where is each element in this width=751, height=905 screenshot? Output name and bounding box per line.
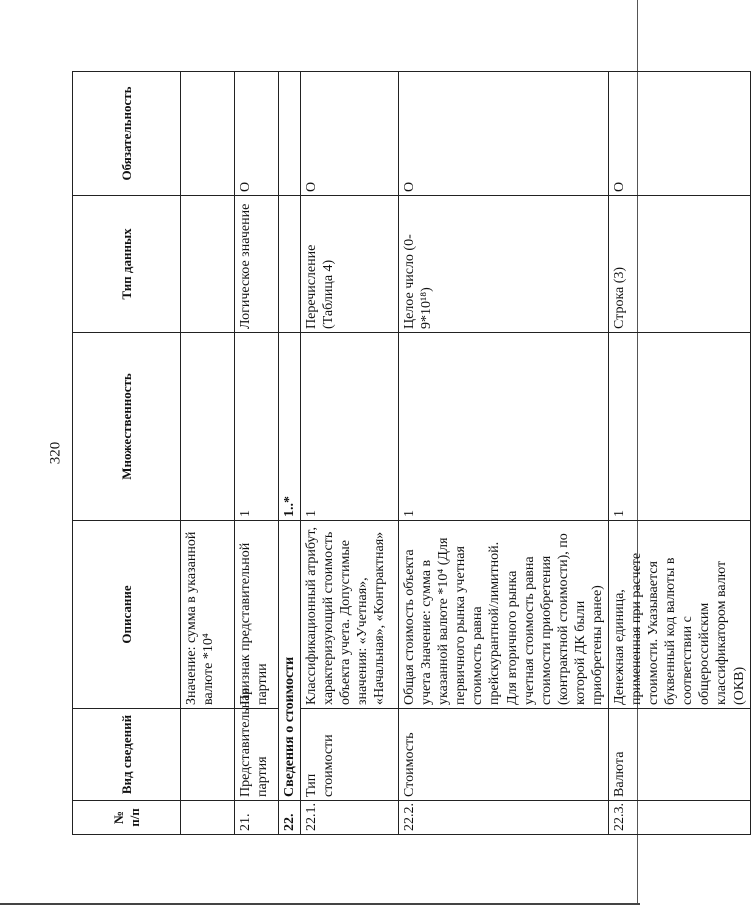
table-section-row	[279, 72, 301, 835]
table-row	[399, 72, 609, 835]
table-row	[301, 72, 399, 835]
header-kind: Вид сведений	[73, 709, 181, 801]
cell-mult: 1..*	[279, 333, 301, 521]
cell-desc: Общая стоимость объекта учета Значение: сумма в указанной валюте *10⁴ (Для первичного рынка учетная стоимость равна прейскурантной/лимитной. Для вторичного рынка учетная стоимость равна стоимости приобретения (контрактной стоимости), по которой ДК были приобретены ранее)	[399, 521, 609, 709]
section-title: Сведения о стоимости	[279, 521, 301, 801]
cell-kind	[181, 709, 235, 801]
cell-desc: Денежная единица, примененная при расчете стоимости. Указывается буквенный код валюты в соответствии с общероссийским классификатором валют (ОКВ)	[609, 521, 751, 709]
header-desc: Описание	[73, 521, 181, 709]
cell-num: 22.2.	[399, 801, 609, 835]
cell-type	[279, 196, 301, 333]
cell-type: Логическое значение	[235, 196, 279, 333]
cell-mult: 1	[399, 333, 609, 521]
cell-type	[181, 196, 235, 333]
cell-mult: 1	[235, 333, 279, 521]
cell-desc: Классификационный атрибут, характеризующий стоимость объекта учета. Допустимые значения: «Учетная», «Начальная», «Контрактная»	[301, 521, 399, 709]
cell-kind: Валюта	[609, 709, 751, 801]
cell-mult	[181, 333, 235, 521]
cell-type: Строка (3)	[609, 196, 751, 333]
cell-req	[181, 72, 235, 196]
cell-num	[181, 801, 235, 835]
cell-num: 22.	[279, 801, 301, 835]
cell-type: Целое число (0-9*10¹⁸)	[399, 196, 609, 333]
header-mult: Множественность	[73, 333, 181, 521]
table-row	[609, 72, 751, 835]
cell-kind: Стоимость	[399, 709, 609, 801]
cell-kind: Представительная партия	[235, 709, 279, 801]
table-header-row	[73, 72, 181, 835]
cell-req	[279, 72, 301, 196]
cell-kind: Тип стоимости	[301, 709, 399, 801]
cell-type: Перечисление (Таблица 4)	[301, 196, 399, 333]
cell-req: О	[399, 72, 609, 196]
cell-num: 21.	[235, 801, 279, 835]
cell-num: 22.3.	[609, 801, 751, 835]
header-type: Тип данных	[73, 196, 181, 333]
table-row	[235, 72, 279, 835]
header-req: Обязательность	[73, 72, 181, 196]
cell-num: 22.1.	[301, 801, 399, 835]
cell-desc: Признак представительной партии	[235, 521, 279, 709]
cell-mult: 1	[609, 333, 751, 521]
cell-req: О	[609, 72, 751, 196]
table-row	[181, 72, 235, 835]
cell-req: О	[235, 72, 279, 196]
cell-req: О	[301, 72, 399, 196]
header-num: № п/п	[73, 801, 181, 835]
rotated-table-container	[72, 72, 747, 835]
cell-mult: 1	[301, 333, 399, 521]
page-number: 320	[47, 441, 64, 465]
data-table	[72, 71, 751, 835]
cell-desc: Значение: сумма в указанной валюте *10⁴	[181, 521, 235, 709]
